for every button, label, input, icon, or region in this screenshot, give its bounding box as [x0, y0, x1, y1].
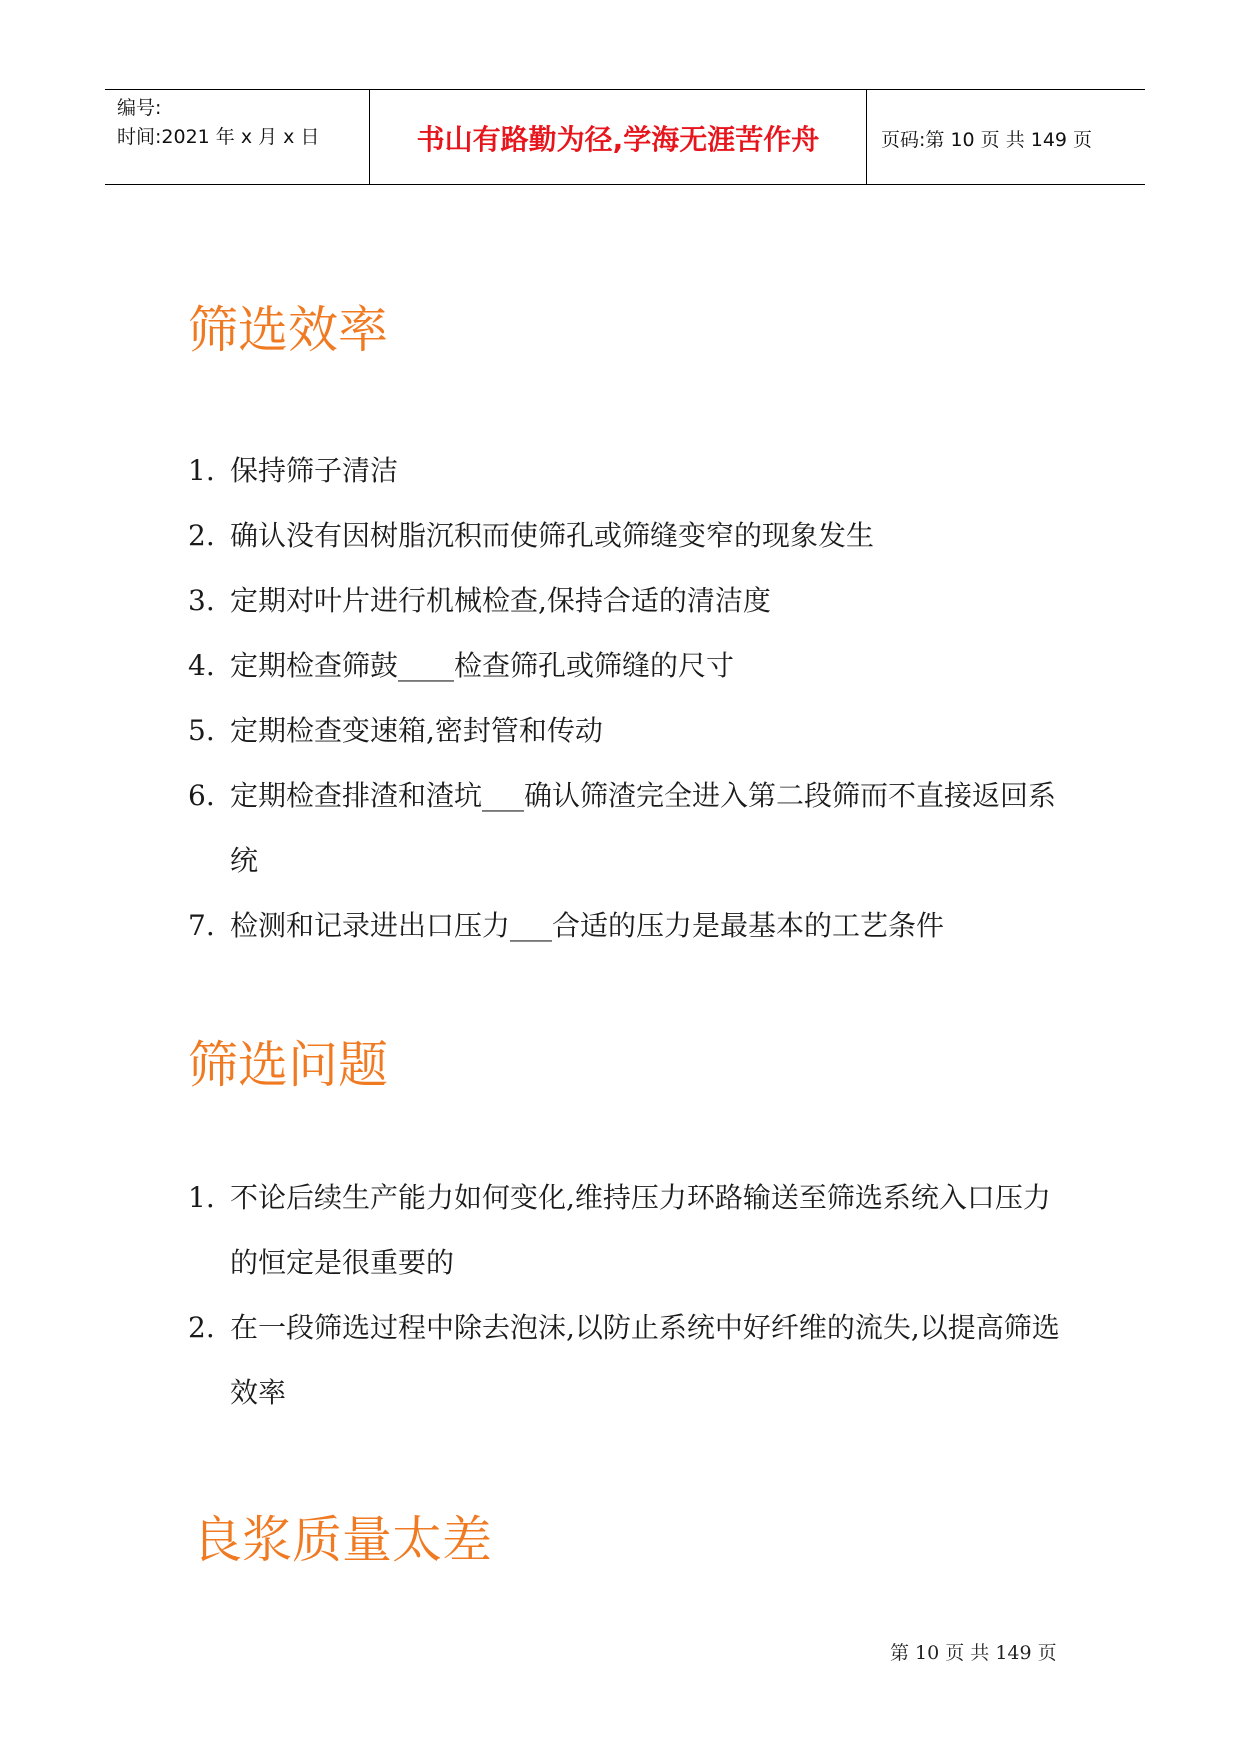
list-item-number: 1.: [188, 454, 215, 487]
list-item-text: 在一段筛选过程中除去泡沫,以防止系统中好纤维的流失,以提高筛选效率: [230, 1311, 1060, 1409]
list-item: [188, 698, 1068, 763]
page-code: 页码:第 10 页 共 149 页: [881, 129, 1093, 151]
list-item-text: 定期检查变速箱,密封管和传动: [230, 714, 603, 747]
list-item-number: 4.: [188, 649, 215, 682]
list-item-number: 5.: [188, 714, 215, 747]
header-motto-cell: [370, 90, 867, 184]
header-page-cell: [867, 90, 1145, 184]
list-item: [188, 763, 1068, 893]
header-meta-cell: [105, 90, 370, 184]
list-item: [188, 893, 1068, 958]
list-item-number: 6.: [188, 779, 215, 812]
list-item-text: 保持筛子清洁: [230, 454, 399, 487]
list-item-text: 定期检查排渣和渣坑___确认筛渣完全进入第二段筛而不直接返回系统: [230, 779, 1057, 877]
section-heading-poor-quality: 良浆质量太差: [192, 1511, 492, 1569]
list-item: [188, 1165, 1068, 1295]
list-item-text: 定期检查筛鼓____检查筛孔或筛缝的尺寸: [230, 649, 735, 682]
list-item-number: 2.: [188, 1311, 215, 1344]
list-item: [188, 438, 1068, 503]
list-item: [188, 503, 1068, 568]
section-heading-efficiency: 筛选效率: [188, 301, 388, 359]
list-item-number: 7.: [188, 909, 215, 942]
problems-list: [188, 1165, 1068, 1425]
list-item-text: 不论后续生产能力如何变化,维持压力环路输送至筛选系统入口压力的恒定是很重要的: [230, 1181, 1051, 1279]
serial-number-label: 编号:: [117, 97, 162, 119]
list-item: [188, 1295, 1068, 1425]
list-item-number: 3.: [188, 584, 215, 617]
time-label: 时间:2021 年 x 月 x 日: [117, 126, 320, 148]
list-item-number: 1.: [188, 1181, 215, 1214]
list-item: [188, 568, 1068, 633]
page-footer: 第 10 页 共 149 页: [890, 1642, 1057, 1664]
list-item-text: 定期对叶片进行机械检查,保持合适的清洁度: [230, 584, 771, 617]
list-item: [188, 633, 1068, 698]
page-header: [105, 89, 1145, 185]
list-item-text: 确认没有因树脂沉积而使筛孔或筛缝变窄的现象发生: [230, 519, 875, 552]
list-item-number: 2.: [188, 519, 215, 552]
efficiency-list: [188, 438, 1068, 958]
motto-text: 书山有路勤为径,学海无涯苦作舟: [416, 123, 820, 156]
list-item-text: 检测和记录进出口压力___合适的压力是最基本的工艺条件: [230, 909, 945, 942]
section-heading-problems: 筛选问题: [188, 1036, 388, 1094]
